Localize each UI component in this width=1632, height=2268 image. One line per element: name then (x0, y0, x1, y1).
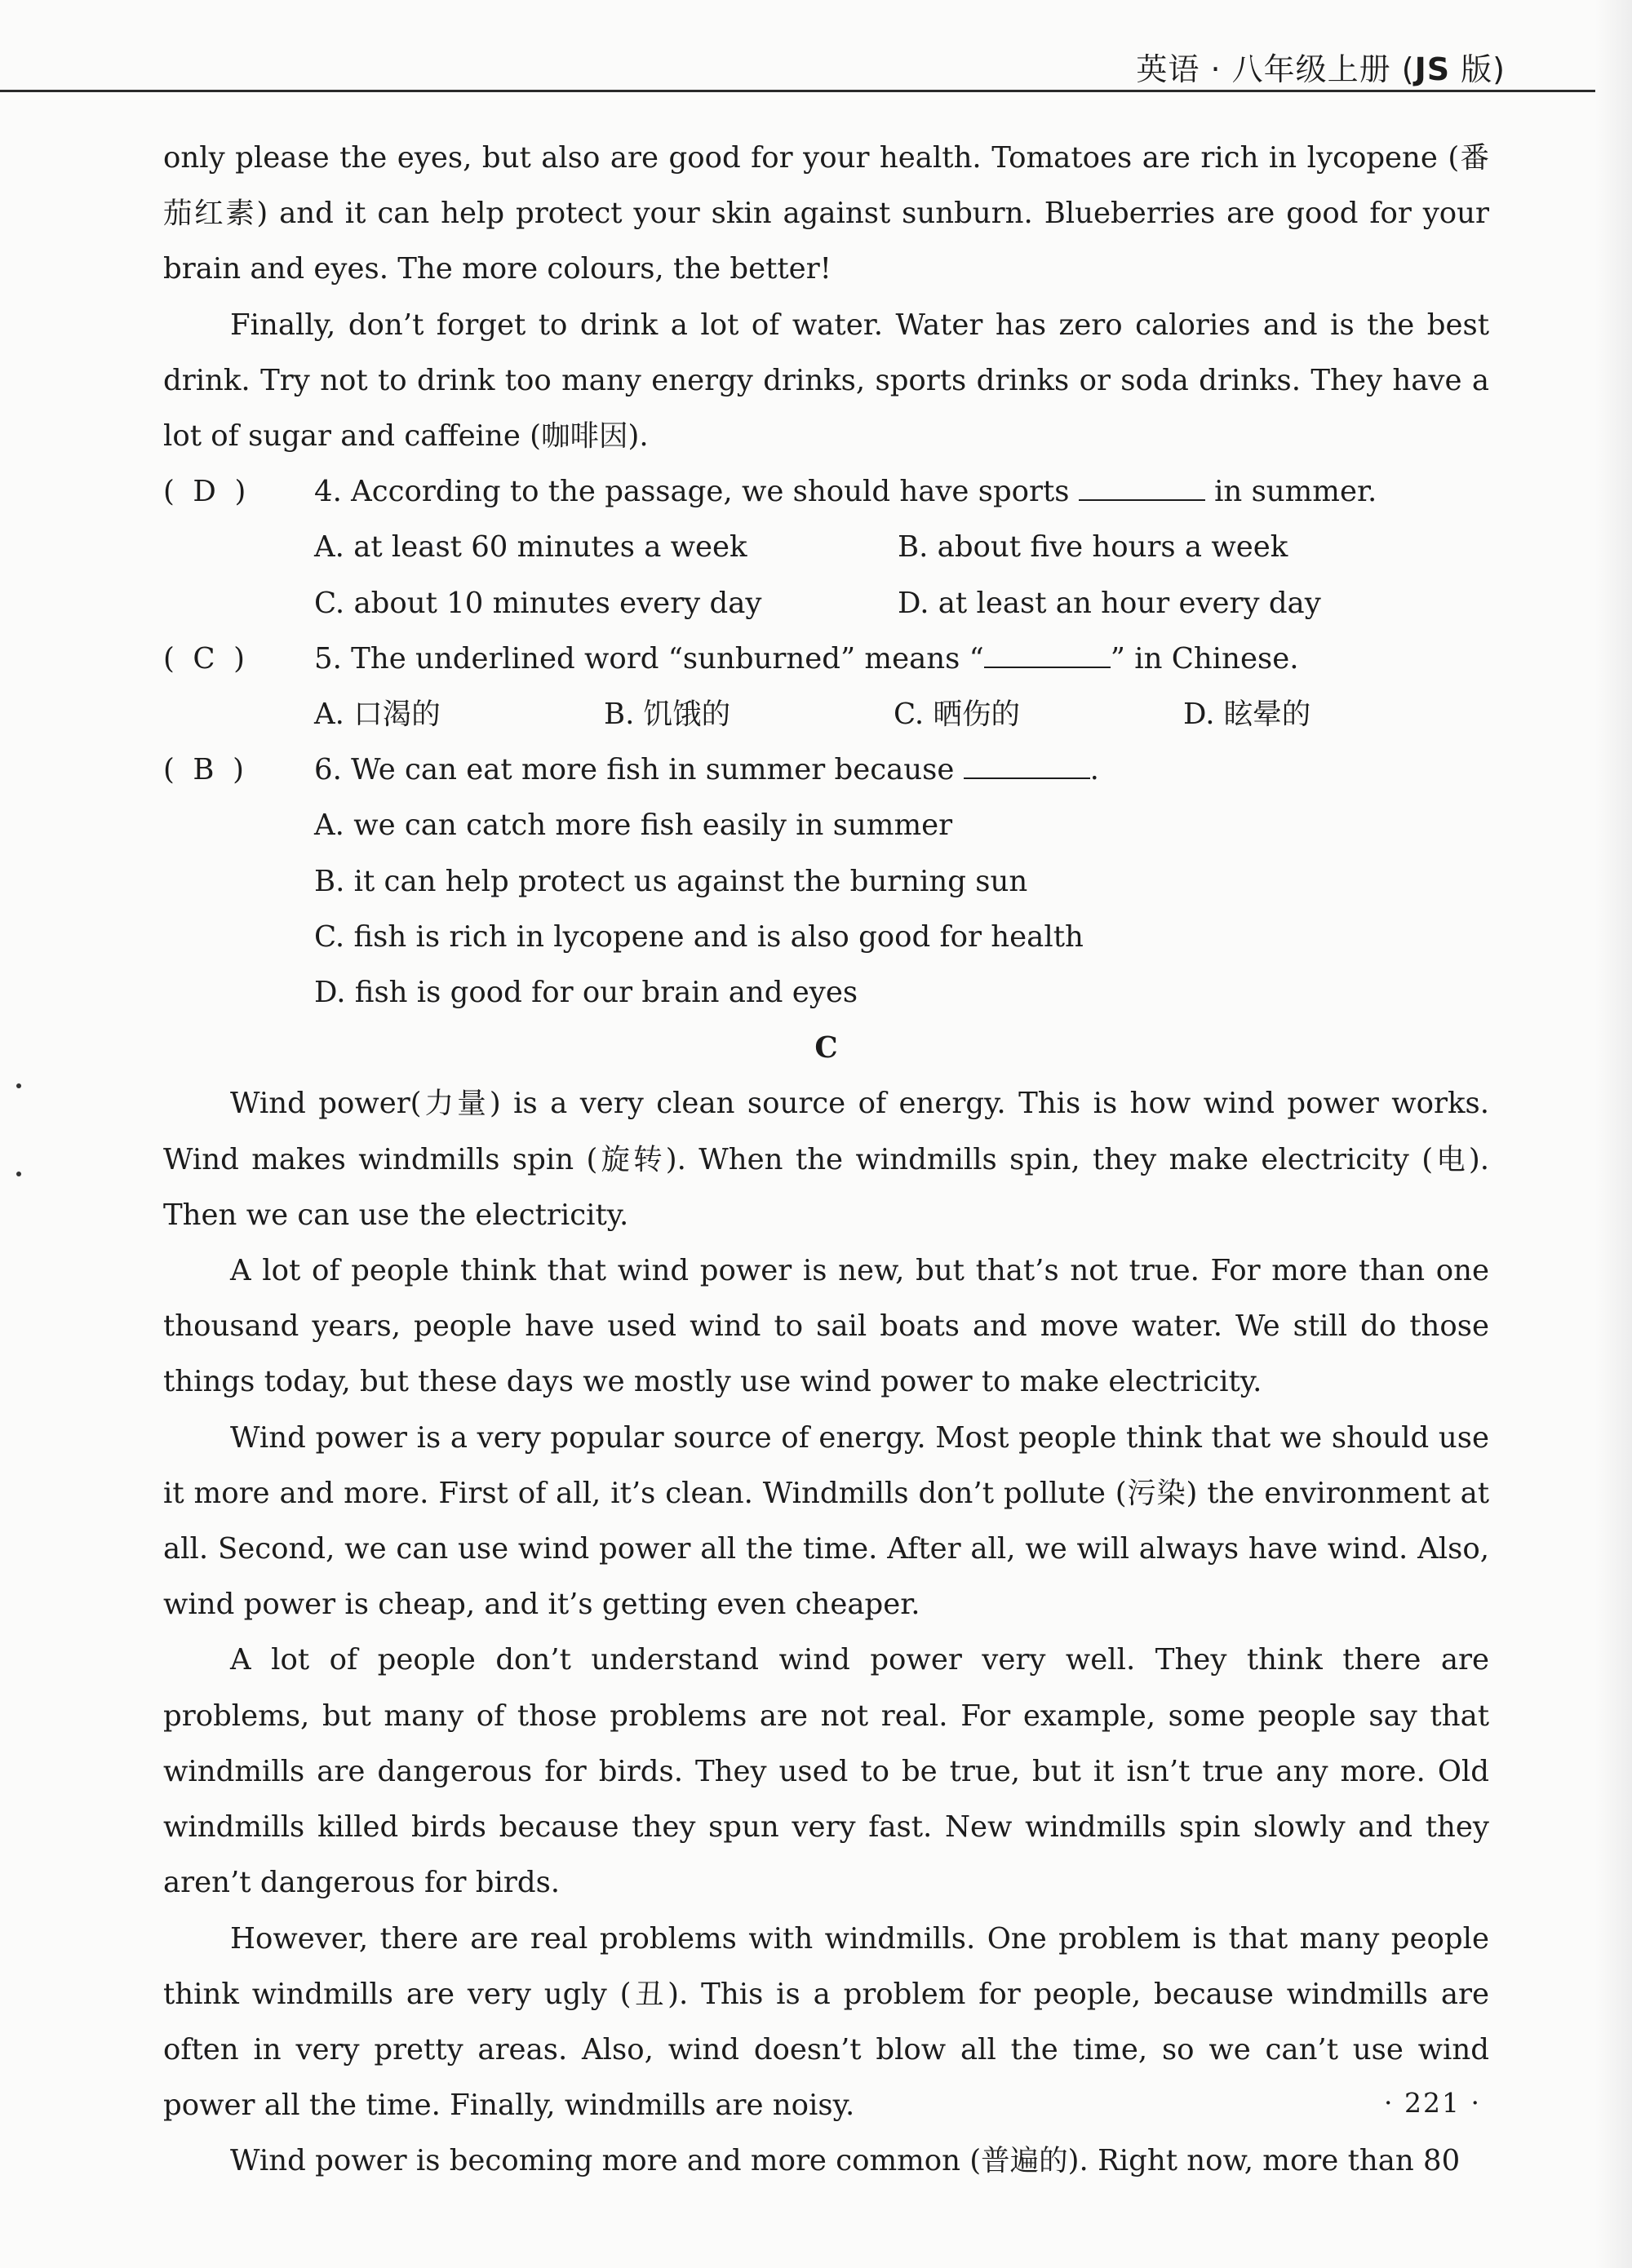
page-content (163, 131, 1489, 2190)
section-heading-c: C (814, 1031, 838, 1065)
answer-bracket: ( C ) (163, 641, 245, 676)
question-stem: 6. We can eat more fish in summer because (314, 753, 964, 787)
question-stem-end: ” in Chinese. (1110, 641, 1299, 676)
paragraph: Finally, don’t forget to drink a lot of water. Water has zero calories and is the best drink. Try not to drink too many energy drinks, sports drinks or soda drinks. They have a lot of sugar and caffeine (咖啡因). (163, 308, 1489, 454)
answer-bracket: ( B ) (163, 753, 244, 787)
paragraph: A lot of people don’t understand wind power very well. They think there are problems, but many of those problems are not real. For example, some people say that windmills are dangerous for birds. They used to be true, but it isn’t true any more. Old windmills killed birds because they spun very fast. New windmills spin slowly and they aren’t dangerous for birds. (163, 1643, 1489, 1900)
paragraph: only please the eyes, but also are good for your health. Tomatoes are rich in lycopene (番茄红素) and it can help protect your skin against sunburn. Blueberries are good for your brain and eyes. The more colours, the better! (163, 141, 1489, 286)
page-number: · 221 · (1384, 2087, 1481, 2119)
page-header (0, 0, 1632, 96)
question-5 (163, 631, 1489, 742)
option-d: D. 眩晕的 (1183, 698, 1311, 732)
answer-blank (984, 642, 1111, 668)
title-edition: JS (1414, 51, 1451, 87)
paragraph: Wind power is becoming more and more common (普遍的). Right now, more than 80 (230, 2144, 1461, 2178)
answer-bracket: ( D ) (163, 475, 246, 509)
paragraph: However, there are real problems with windmills. One problem is that many people think windmills are very ugly (丑). This is a problem for people, because windmills are often in very pretty areas. Also, wind doesn’t blow all the time, so we can’t use wind power all the time. Finally, windmills are noisy. (163, 1921, 1489, 2123)
answer-blank (1079, 475, 1205, 501)
question-stem: 4. According to the passage, we should have sports (314, 475, 1079, 509)
option-c: C. fish is rich in lycopene and is also good for health (314, 919, 1084, 954)
book-title (1136, 44, 1506, 89)
paragraph: A lot of people think that wind power is new, but that’s not true. For more than one thousand years, people have used wind to sail boats and move water. We still do those things today, but these days we mostly use wind power to make electricity. (163, 1254, 1489, 1399)
option-a: A. we can catch more fish easily in summer (314, 808, 953, 843)
option-b: B. 饥饿的 (604, 698, 731, 732)
question-stem-end: . (1089, 753, 1099, 787)
option-b: B. it can help protect us against the burning sun (314, 864, 1028, 898)
option-d: D. at least an hour every day (898, 586, 1321, 620)
margin-dot (16, 1172, 21, 1176)
answer-blank (964, 753, 1090, 779)
question-stem: 5. The underlined word “sunburned” means “ (314, 641, 984, 676)
header-rule (0, 90, 1595, 92)
title-suffix: 版) (1450, 51, 1506, 87)
option-c: C. about 10 minutes every day (314, 586, 762, 620)
option-a: A. 口渴的 (314, 698, 441, 732)
option-b: B. about five hours a week (898, 530, 1288, 565)
margin-dot (16, 1083, 21, 1088)
option-c: C. 晒伤的 (894, 698, 1020, 732)
option-a: A. at least 60 minutes a week (314, 530, 747, 565)
option-d: D. fish is good for our brain and eyes (314, 976, 858, 1010)
paragraph: Wind power is a very popular source of energy. Most people think that we should use it more and more. First of all, it’s clean. Windmills don’t pollute (污染) the environment at all. Second, we can use wind power all the time. After all, we will always have wind. Also, wind power is cheap, and it’s getting even cheaper. (163, 1420, 1489, 1622)
paragraph: Wind power(力量) is a very clean source of energy. This is how wind power works. Wind makes windmills spin (旋转). When the windmills spin, they make electricity (电). Then we can use the electricity. (163, 1087, 1489, 1232)
page-edge-shadow (1595, 0, 1632, 2268)
question-4 (163, 464, 1489, 631)
title-prefix: 英语 · 八年级上册 ( (1136, 51, 1415, 87)
question-stem-end: in summer. (1204, 475, 1377, 509)
question-6 (163, 742, 1489, 1021)
